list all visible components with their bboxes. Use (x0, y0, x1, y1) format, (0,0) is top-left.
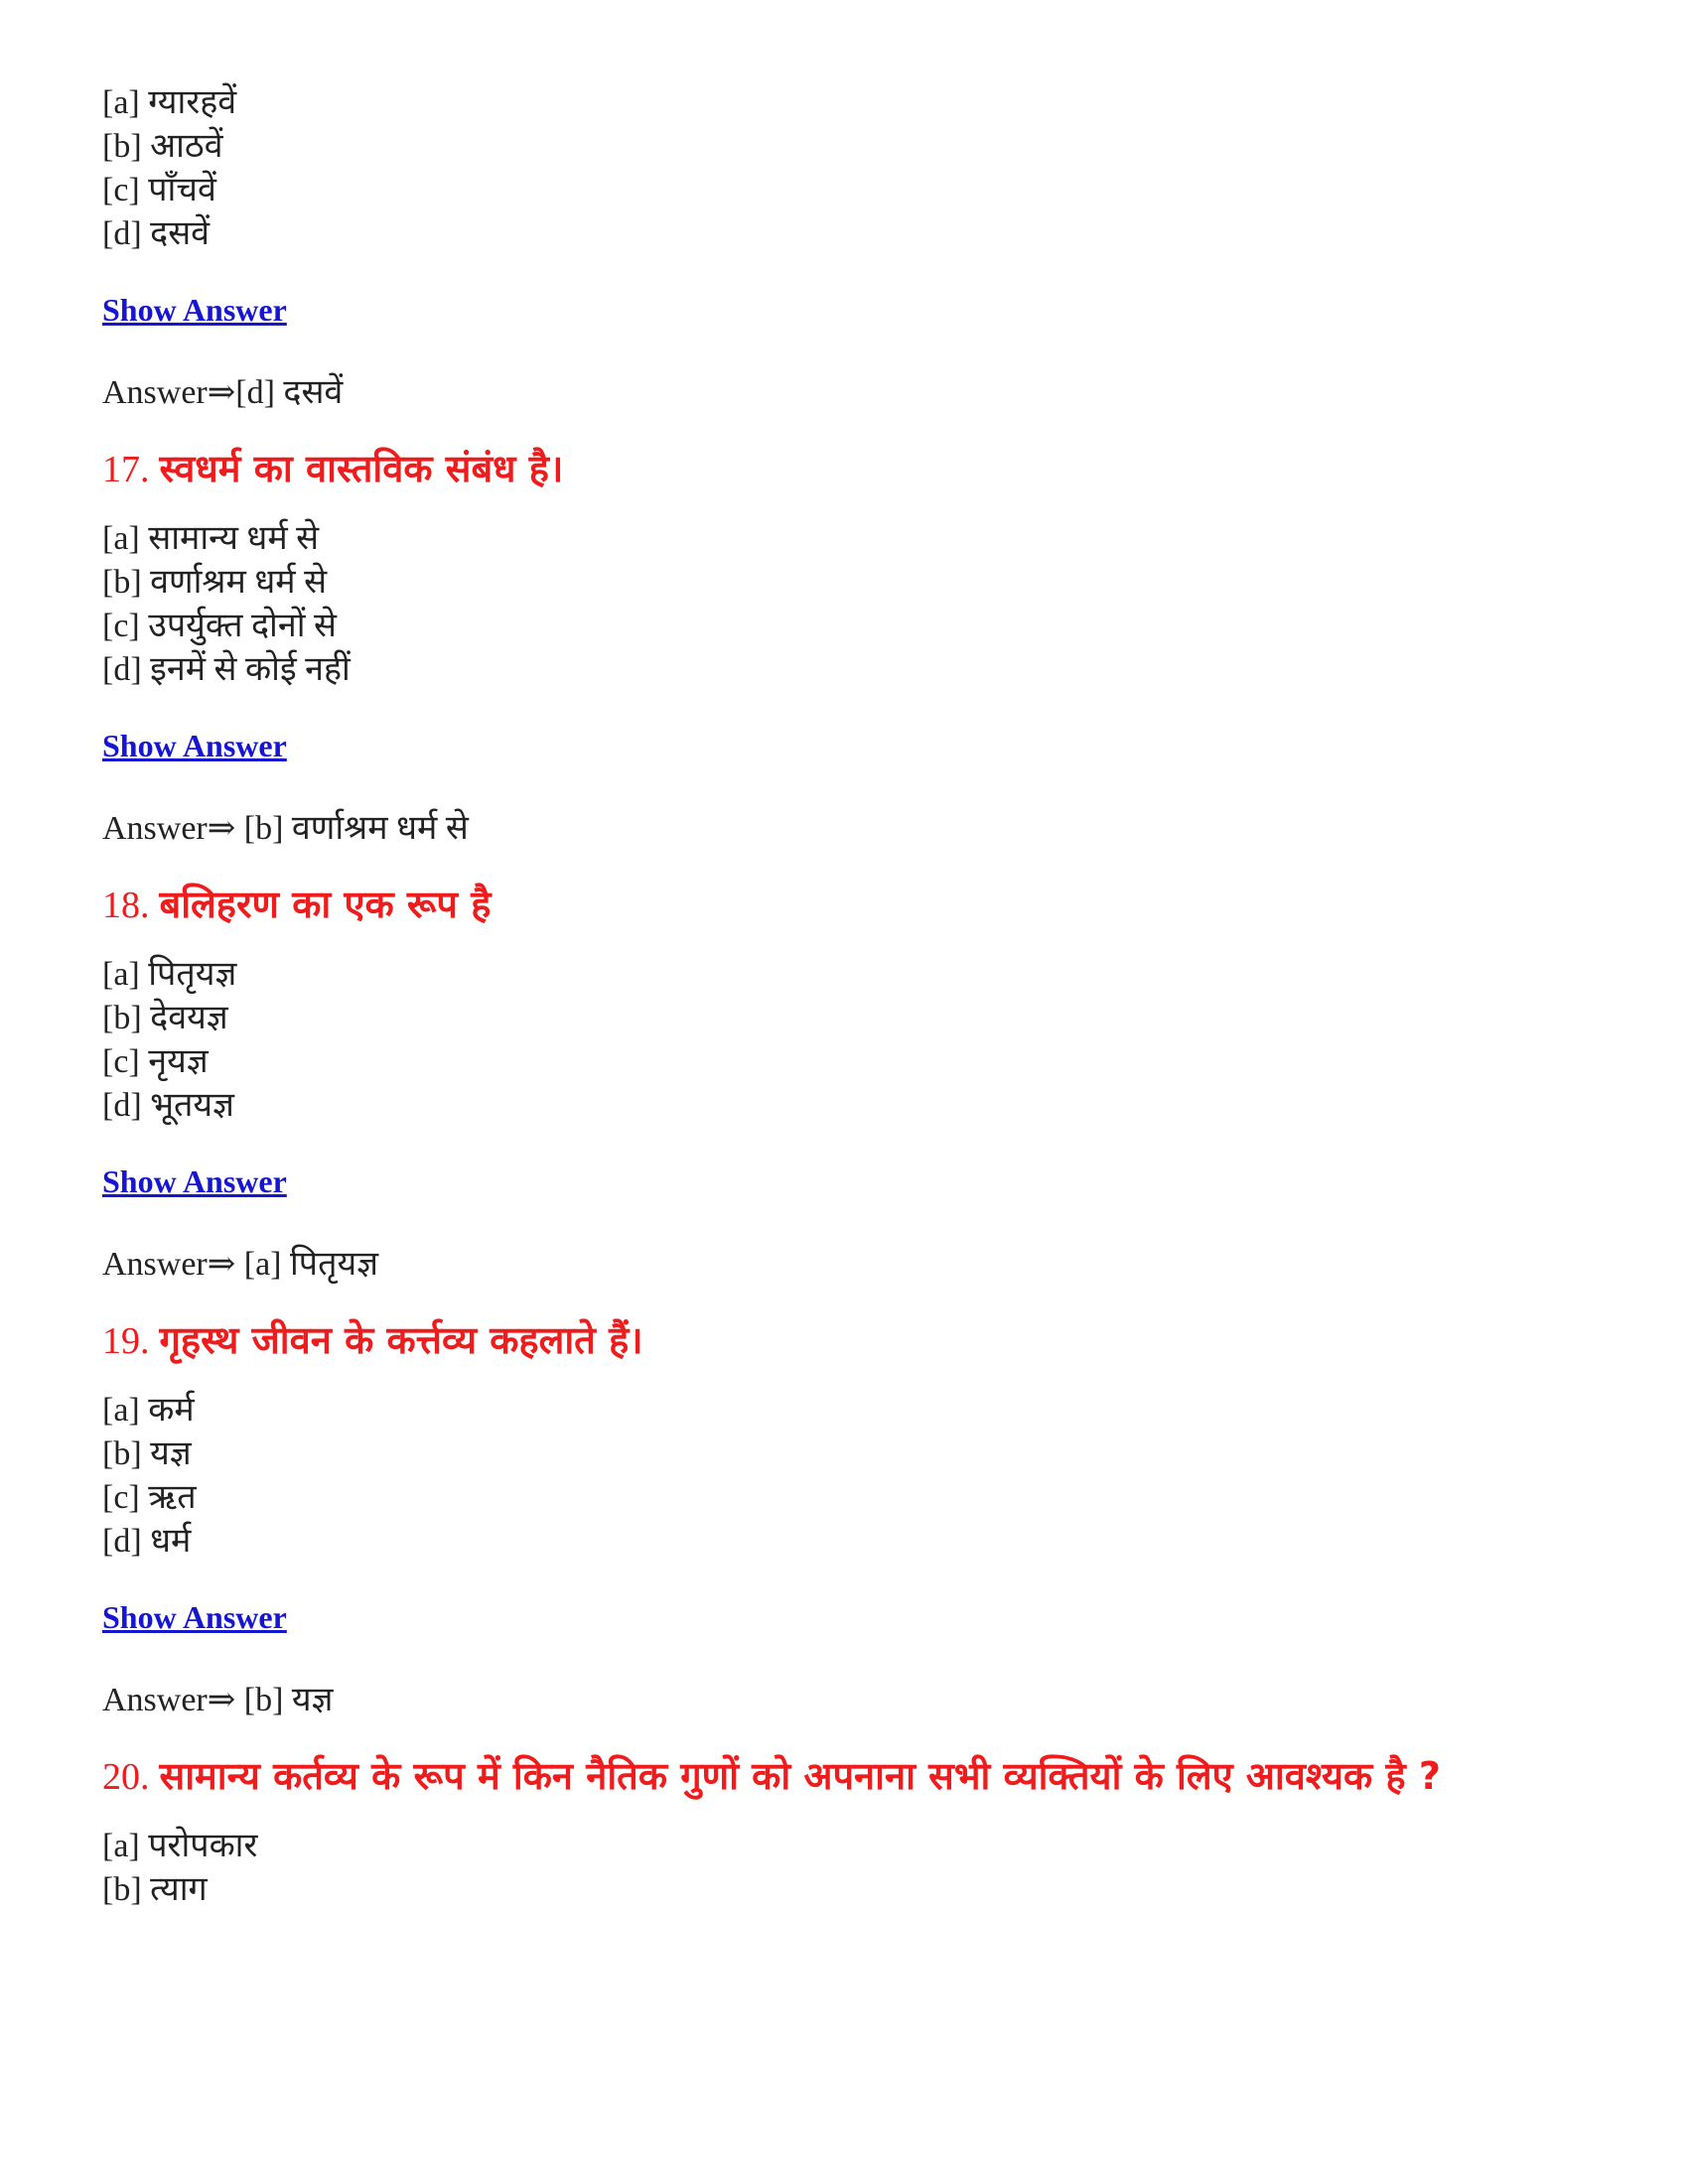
show-answer-link[interactable]: Show Answer (102, 1599, 287, 1635)
question-block-18 (102, 881, 1612, 1287)
option-d: [d] भूतयज्ञ (102, 1087, 234, 1124)
question-number: 17. (102, 449, 150, 490)
question-block-19 (102, 1316, 1612, 1722)
option-a: [a] परोपकार (102, 1828, 258, 1864)
question-heading (102, 1752, 1612, 1801)
answer-text: Answer⇒ [b] यज्ञ (102, 1682, 334, 1718)
option-c: [c] नृयज्ञ (102, 1043, 209, 1080)
question-text: सामान्य कर्तव्य के रूप में किन नैतिक गुणों को अपनाना सभी व्यक्तियों के लिए आवश्यक है ? (159, 1754, 1441, 1798)
question-heading (102, 881, 1612, 929)
option-a: [a] कर्म (102, 1392, 195, 1429)
show-answer-link[interactable]: Show Answer (102, 1163, 287, 1199)
option-b: [b] देवयज्ञ (102, 1000, 228, 1036)
question-text: बलिहरण का एक रूप है (159, 883, 492, 926)
answer-text: Answer⇒ [a] पितृयज्ञ (102, 1246, 378, 1283)
option-list (102, 1825, 1612, 1912)
option-b: [b] त्याग (102, 1871, 208, 1908)
answer-text: Answer⇒ [b] वर्णाश्रम धर्म से (102, 810, 469, 847)
option-b: [b] यज्ञ (102, 1435, 192, 1472)
question-block-17 (102, 445, 1612, 851)
option-b: [b] आठवें (102, 128, 223, 165)
question-block-20 (102, 1752, 1612, 1912)
option-a: [a] सामान्य धर्म से (102, 520, 320, 557)
option-list (102, 517, 1612, 692)
option-list (102, 953, 1612, 1128)
question-number: 20. (102, 1756, 150, 1798)
option-list (102, 81, 1612, 256)
option-c: [c] पाँचवें (102, 172, 216, 208)
option-d: [d] इनमें से कोई नहीं (102, 651, 351, 688)
question-block-prev (102, 81, 1612, 415)
option-d: [d] धर्म (102, 1523, 192, 1560)
option-a: [a] ग्यारहवें (102, 84, 237, 121)
option-b: [b] वर्णाश्रम धर्म से (102, 564, 328, 601)
show-answer-link[interactable]: Show Answer (102, 728, 287, 763)
question-heading (102, 1316, 1612, 1365)
question-text: गृहस्थ जीवन के कर्त्तव्य कहलाते हैं। (159, 1318, 643, 1362)
question-heading (102, 445, 1612, 493)
document-page (102, 81, 1612, 1912)
option-c: [c] ऋत (102, 1479, 197, 1516)
option-a: [a] पितृयज्ञ (102, 956, 237, 993)
show-answer-link[interactable]: Show Answer (102, 292, 287, 328)
option-c: [c] उपर्युक्त दोनों से (102, 608, 338, 644)
option-list (102, 1389, 1612, 1564)
answer-text: Answer⇒[d] दसवें (102, 374, 344, 411)
question-text: स्वधर्म का वास्तविक संबंध है। (159, 447, 564, 490)
question-number: 19. (102, 1320, 150, 1362)
option-d: [d] दसवें (102, 215, 211, 252)
question-number: 18. (102, 885, 150, 926)
